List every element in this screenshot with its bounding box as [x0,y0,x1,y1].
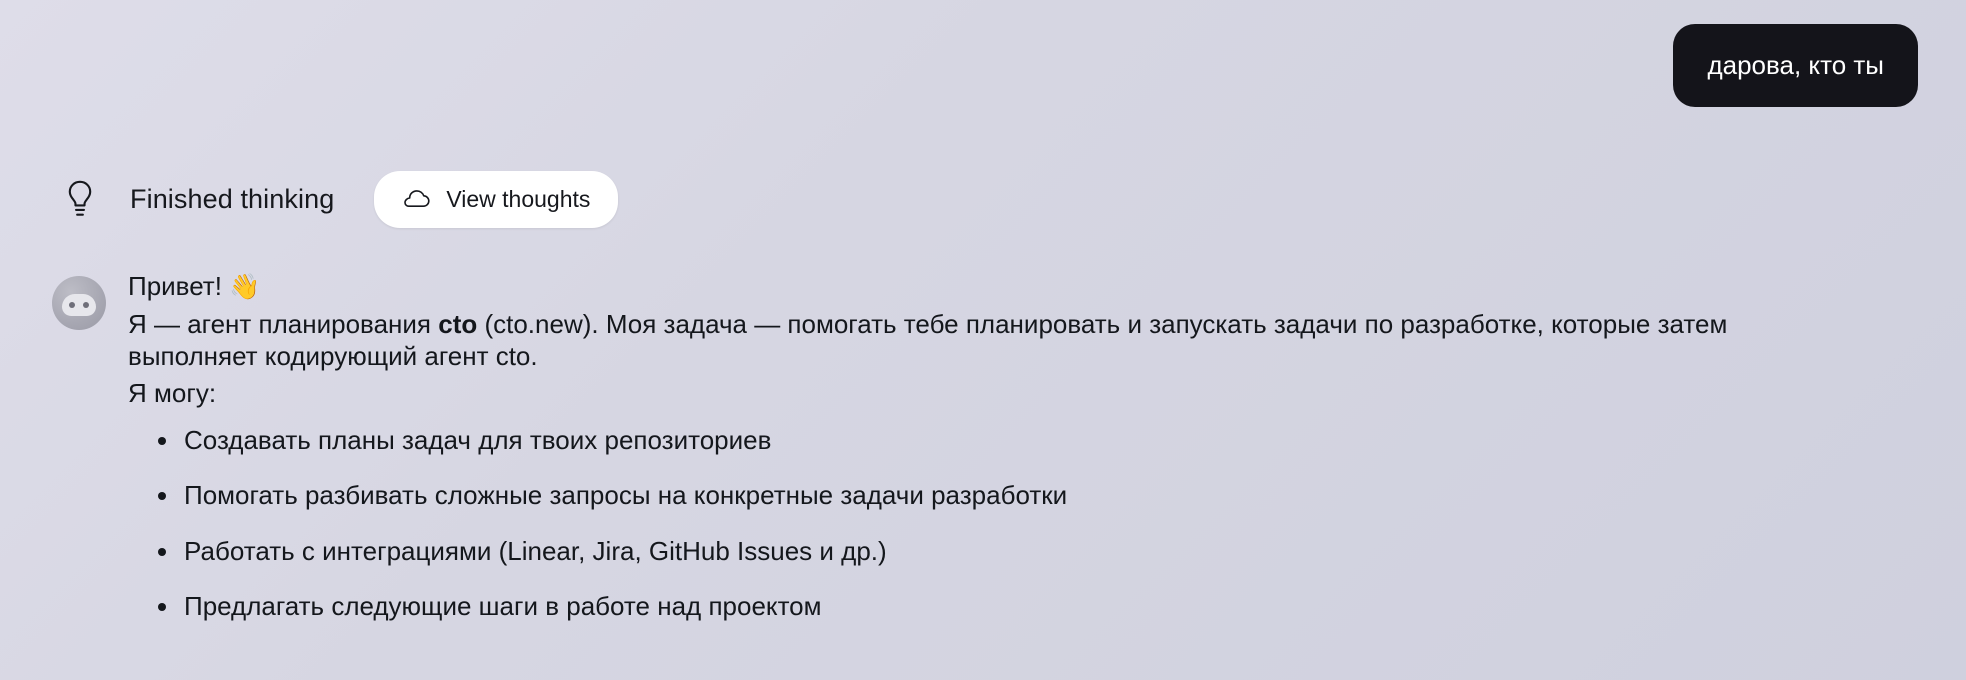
lightbulb-icon [58,172,102,228]
assistant-capabilities-list [128,424,1828,623]
assistant-agent-name: cto [438,308,478,339]
waving-hand-icon: 👋 [229,273,261,302]
assistant-greeting: Привет! [128,271,222,302]
user-message-row [40,24,1926,107]
assistant-intro-line [128,308,1828,374]
assistant-intro-prefix: Я — агент планирования [128,308,439,339]
view-thoughts-label: View thoughts [446,186,591,213]
list-item: Работать с интеграциями (Linear, Jira, GitHub Issues и др.) [184,535,1828,568]
assistant-avatar [52,276,106,330]
list-item: Создавать планы задач для твоих репозиториев [184,424,1828,457]
assistant-capabilities-label: Я могу: [128,378,217,409]
assistant-greeting-line [128,270,1828,304]
list-item: Предлагать следующие шаги в работе над проектом [184,590,1828,623]
list-item: Помогать разбивать сложные запросы на конкретные задачи разработки [184,479,1828,512]
cloud-icon [402,189,432,211]
assistant-intro-suffix: (cto.new). Моя задача — помогать тебе планировать и запускать задачи по разработке, которые затем выполняет кодирующий агент cto. [128,308,1728,372]
view-thoughts-button[interactable] [374,171,618,228]
assistant-message-body [128,270,1828,646]
thinking-status-row [40,171,1926,228]
thinking-status-label: Finished thinking [130,184,335,215]
user-message-bubble: дарова, кто ты [1673,24,1918,107]
assistant-message-row [40,270,1926,646]
